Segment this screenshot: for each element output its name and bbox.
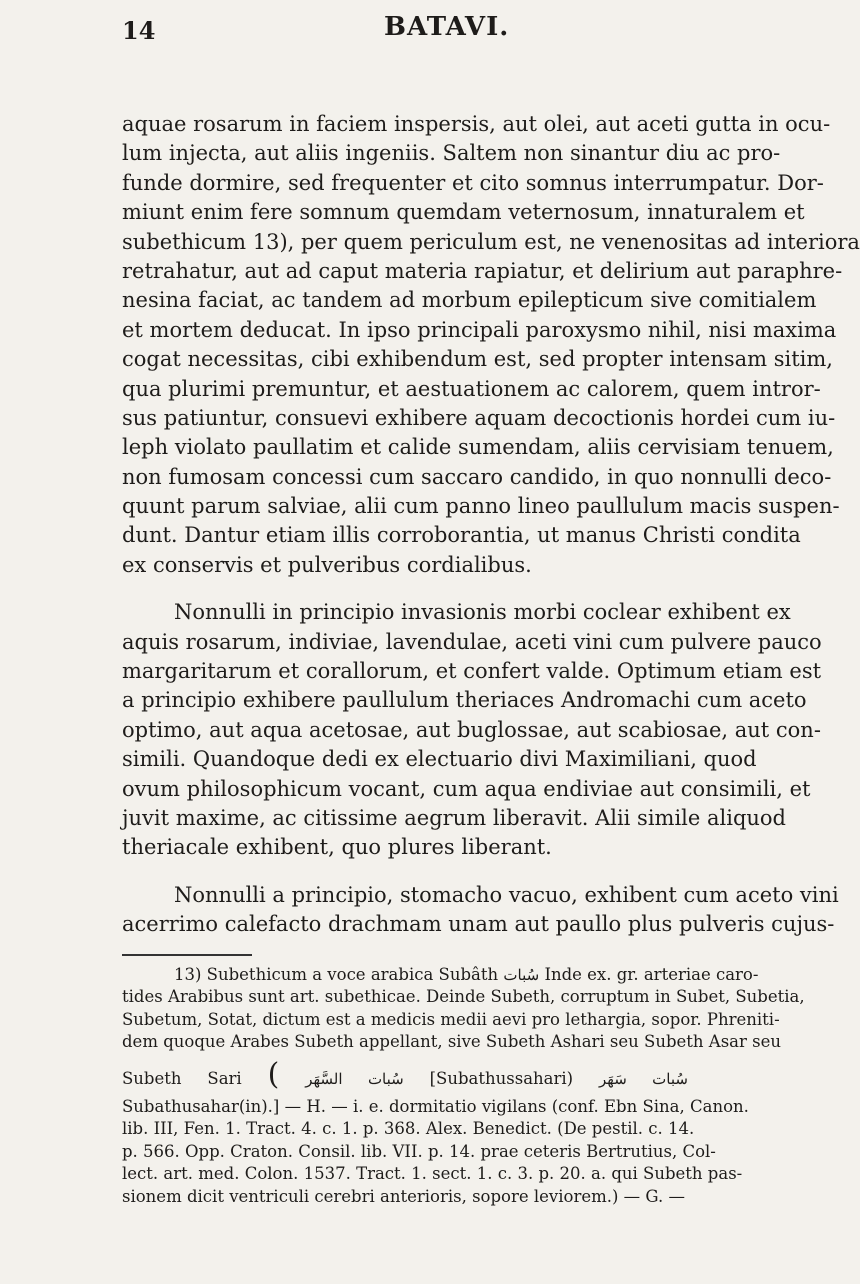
paren-open: ( xyxy=(267,1056,280,1092)
arabic-word: سُبات السَّهَر xyxy=(305,1069,404,1088)
footnote-line: p. 566. Opp. Craton. Consil. lib. VII. p. 14. prae ceteris Bertrutius, Col- xyxy=(122,1141,716,1161)
text-line: et mortem deducat. In ipso principali paroxysmo nihil, nisi maxima xyxy=(122,317,837,342)
text-line: simili. Quandoque dedi ex electuario divi Maximiliani, quod xyxy=(122,747,757,772)
paragraph-3 xyxy=(122,881,839,940)
text-line: sus patiuntur, consuevi exhibere aquam decoctionis hordei cum iu- xyxy=(122,405,836,430)
footnote-line xyxy=(122,1054,688,1096)
text-line: subethicum 13), per quem periculum est, ne venenositas ad interiora xyxy=(122,229,860,254)
footnote-line: dem quoque Arabes Subeth appellant, sive Subeth Ashari seu Subeth Asar seu xyxy=(122,1032,782,1052)
text-line: qua plurimi premuntur, et aestuationem ac calorem, quem intror- xyxy=(122,376,821,401)
footnote-line: lib. III, Fen. 1. Tract. 4. c. 1. p. 368. Alex. Benedict. (De pestil. c. 14. xyxy=(122,1119,695,1139)
text-line: quunt parum salviae, alii cum panno lineo paullulum macis suspen- xyxy=(122,494,840,519)
text-line: acerrimo calefacto drachmam unam aut paullo plus pulveris cujus- xyxy=(122,912,835,937)
footnote-text: [Subathussahari) xyxy=(429,1068,574,1088)
footnote xyxy=(122,964,805,1209)
text-line: funde dormire, sed frequenter et cito somnus interrumpatur. Dor- xyxy=(122,170,824,195)
text-line: aquis rosarum, indiviae, lavendulae, aceti vini cum pulvere pauco xyxy=(122,629,822,654)
text-line: lum injecta, aut aliis ingeniis. Saltem non sinantur diu ac pro- xyxy=(122,141,781,166)
footnote-text: 13) Subethicum a voce arabica Subâth xyxy=(174,964,499,984)
footnote-line: sionem dicit ventriculi cerebri anterioris, sopore leviorem.) — G. — xyxy=(122,1186,685,1206)
text-line: ovum philosophicum vocant, cum aqua endiviae aut consimili, et xyxy=(122,776,811,801)
footnote-text: Subeth Sari xyxy=(122,1068,242,1088)
footnote-text: Inde ex. gr. arteriae caro- xyxy=(544,964,759,984)
text-line: optimo, aut aqua acetosae, aut buglossae, aut scabiosae, aut con- xyxy=(122,717,821,742)
paragraph-2 xyxy=(122,598,822,863)
paragraph-1 xyxy=(122,110,860,580)
text-line: Nonnulli a principio, stomacho vacuo, exhibent cum aceto vini xyxy=(174,882,839,907)
text-line: Nonnulli in principio invasionis morbi coclear exhibent ex xyxy=(174,600,791,625)
text-line: cogat necessitas, cibi exhibendum est, sed propter intensam sitim, xyxy=(122,347,833,372)
text-line: leph violato paullatim et calide sumendam, aliis cervisiam tenuem, xyxy=(122,435,834,460)
footnote-line: Subathusahar(in).] — H. — i. e. dormitatio vigilans (conf. Ebn Sina, Canon. xyxy=(122,1096,749,1116)
main-text xyxy=(122,110,860,1208)
text-line: a principio exhibere paullulum theriaces Andromachi cum aceto xyxy=(122,688,807,713)
running-title: BATAVI. xyxy=(384,12,510,42)
page-header xyxy=(122,12,682,52)
text-line: nesina faciat, ac tandem ad morbum epilepticum sive comitialem xyxy=(122,288,817,313)
text-line: non fumosam concessi cum saccaro candido, in quo nonnulli deco- xyxy=(122,464,832,489)
text-line: miunt enim fere somnum quemdam veternosum, innaturalem et xyxy=(122,200,805,225)
arabic-word: سُبات xyxy=(503,965,540,984)
text-line: juvit maxime, ac citissime aegrum liberavit. Alii simile aliquod xyxy=(122,805,787,830)
page-number: 14 xyxy=(122,16,156,45)
text-line: ex conservis et pulveribus cordialibus. xyxy=(122,552,532,577)
footnote-line: tides Arabibus sunt art. subethicae. Deinde Subeth, corruptum in Subet, Subetia, xyxy=(122,987,805,1007)
footnote-line xyxy=(122,964,759,987)
text-line: margaritarum et corallorum, et confert valde. Optimum etiam est xyxy=(122,659,822,684)
arabic-word: سُبات سَهَر xyxy=(599,1069,688,1088)
text-line: retrahatur, aut ad caput materia rapiatur, et delirium aut paraphre- xyxy=(122,258,843,283)
text-line: dunt. Dantur etiam illis corroborantia, ut manus Christi condita xyxy=(122,523,801,548)
text-line: theriacale exhibent, quo plures liberant. xyxy=(122,835,552,860)
footnote-rule xyxy=(122,954,252,956)
footnote-line: Subetum, Sotat, dictum est a medicis medii aevi pro lethargia, sopor. Phreniti- xyxy=(122,1009,780,1029)
text-line: aquae rosarum in faciem inspersis, aut olei, aut aceti gutta in ocu- xyxy=(122,112,831,136)
footnote-line: lect. art. med. Colon. 1537. Tract. 1. sect. 1. c. 3. p. 20. a. qui Subeth pas- xyxy=(122,1164,743,1184)
